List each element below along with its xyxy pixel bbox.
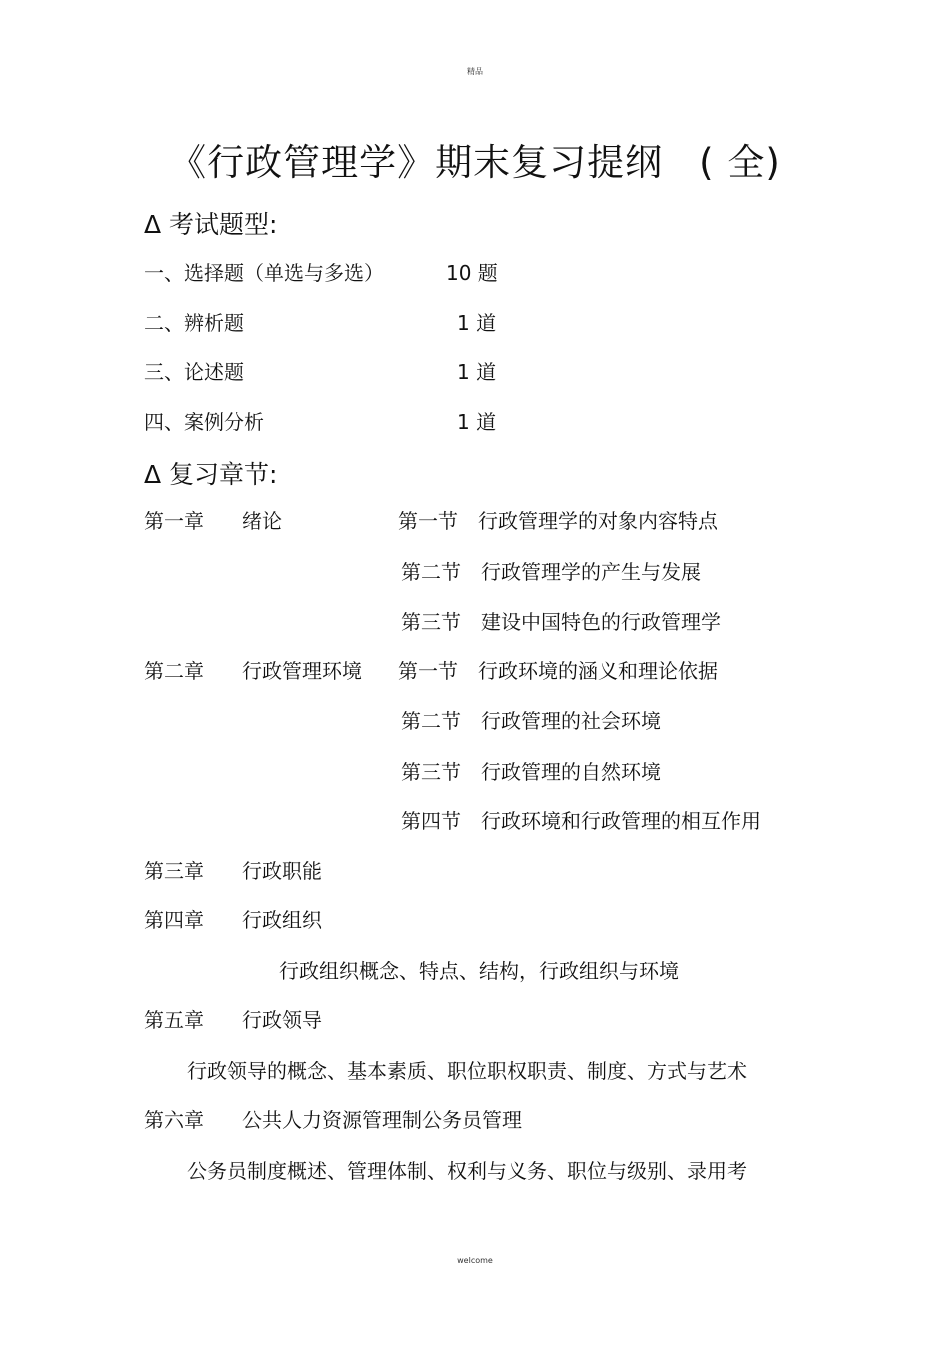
chapter-title: 行政管理环境	[242, 659, 362, 683]
section-number: 第三节	[401, 760, 461, 784]
section-number: 第一节	[398, 509, 458, 533]
exam-type-name: 二、辨析题	[144, 311, 244, 335]
chapter-title: 绪论	[242, 509, 282, 533]
section-title: 行政环境的涵义和理论依据	[478, 659, 718, 683]
document-title	[0, 132, 950, 186]
section-review-heading: Δ 复习章节:	[144, 460, 278, 489]
chapter-number: 第五章	[144, 1008, 204, 1032]
page-footer: welcome	[457, 1256, 493, 1265]
section-number: 第二节	[401, 709, 461, 733]
exam-type-count: 1 道	[457, 410, 497, 434]
page-header: 精品	[467, 67, 483, 76]
section-number: 第三节	[401, 610, 461, 634]
chapter-number: 第二章	[144, 659, 204, 683]
exam-type-name: 三、论述题	[144, 360, 244, 384]
chapter-number: 第一章	[144, 509, 204, 533]
exam-type-count: 10 题	[446, 261, 498, 285]
section-title: 行政管理的社会环境	[481, 709, 661, 733]
section-title: 行政管理学的产生与发展	[481, 560, 701, 584]
chapter-number: 第三章	[144, 859, 204, 883]
section-number: 第二节	[401, 560, 461, 584]
section-title: 建设中国特色的行政管理学	[481, 610, 721, 634]
section-number: 第一节	[398, 659, 458, 683]
chapter-number: 第四章	[144, 908, 204, 932]
chapter-description: 行政组织概念、特点、结构，行政组织与环境	[279, 959, 679, 983]
chapter-description: 公务员制度概述、管理体制、权利与义务、职位与级别、录用考	[187, 1159, 747, 1183]
section-title: 行政环境和行政管理的相互作用	[481, 809, 761, 833]
chapter-description: 行政领导的概念、基本素质、职位职权职责、制度、方式与艺术	[187, 1059, 747, 1083]
exam-type-name: 四、案例分析	[144, 410, 264, 434]
title-suffix: ( 全)	[699, 141, 781, 184]
title-text: 《行政管理学》期末复习提纲	[169, 141, 664, 184]
section-title: 行政管理的自然环境	[481, 760, 661, 784]
chapter-title: 行政组织	[242, 908, 322, 932]
exam-type-name: 一、选择题（单选与多选）	[144, 261, 384, 285]
chapter-title: 行政职能	[242, 859, 322, 883]
section-exam-heading: Δ 考试题型:	[144, 210, 278, 239]
chapter-title: 公共人力资源管理制公务员管理	[242, 1108, 522, 1132]
section-title: 行政管理学的对象内容特点	[478, 509, 718, 533]
exam-type-count: 1 道	[457, 311, 497, 335]
exam-type-count: 1 道	[457, 360, 497, 384]
chapter-number: 第六章	[144, 1108, 204, 1132]
chapter-title: 行政领导	[242, 1008, 322, 1032]
section-number: 第四节	[401, 809, 461, 833]
